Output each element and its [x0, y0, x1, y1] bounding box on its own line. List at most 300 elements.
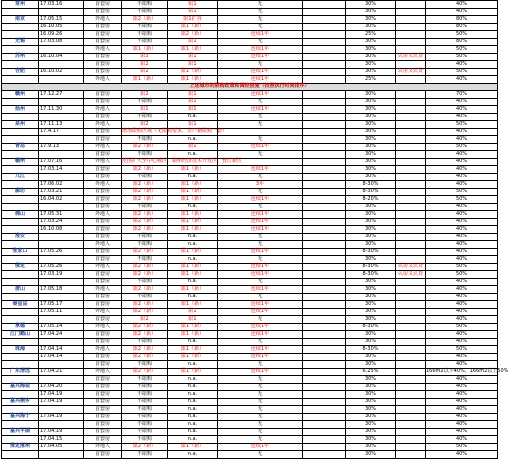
type-cell: 首套房	[84, 128, 122, 136]
type-cell: 首套房	[84, 166, 122, 174]
table-row	[2, 451, 498, 459]
type-cell: 首套房	[84, 338, 122, 346]
date-cell: 17.05.18	[39, 286, 84, 294]
cell: 不限购	[122, 136, 168, 144]
type-cell: 首套房	[84, 218, 122, 226]
date-cell: 16.10.08	[39, 226, 84, 234]
city-cell	[2, 31, 39, 39]
pct-cell: 30%	[346, 211, 396, 219]
cell: 无	[218, 398, 303, 406]
cell: n.a.	[168, 136, 218, 144]
cell: 限1（新）	[168, 248, 218, 256]
type-cell: 外地人	[84, 158, 122, 166]
date-cell	[39, 136, 84, 144]
date-cell: 16.09.26	[39, 31, 84, 39]
cell	[303, 128, 346, 136]
cell	[396, 346, 426, 354]
pct-cell: 40%	[426, 361, 498, 369]
type-cell: 外地人	[84, 368, 122, 376]
table-row	[2, 338, 498, 346]
cell: n.a.	[168, 421, 218, 429]
city-cell: 南京	[2, 16, 39, 24]
city-cell: 江门鹤山	[2, 331, 39, 339]
city-cell	[2, 293, 39, 301]
cell	[396, 331, 426, 339]
date-cell: 17.04.14	[39, 353, 84, 361]
pct-cell: 8-30%	[346, 181, 396, 189]
cell: n.a.	[168, 451, 218, 459]
type-cell: 首套房	[84, 68, 122, 76]
cell	[396, 16, 426, 24]
cell: 无	[218, 451, 303, 459]
cell	[303, 113, 346, 121]
cell: 限2（新）	[122, 248, 168, 256]
pct-cell: 80%	[426, 38, 498, 46]
type-cell: 首套房	[84, 421, 122, 429]
table-row	[2, 293, 498, 301]
city-cell	[2, 278, 39, 286]
cell	[396, 248, 426, 256]
date-cell: 17.04.21	[39, 368, 84, 376]
cell: 不限购	[122, 436, 168, 444]
cell: 认房又认贷	[396, 263, 426, 271]
city-cell	[2, 61, 39, 69]
cell	[396, 46, 426, 54]
date-cell: 16.10.02	[39, 68, 84, 76]
cell	[396, 166, 426, 174]
pct-cell: 166m2以下40%，166m2以上50%	[426, 368, 508, 374]
type-cell: 外地人	[84, 76, 122, 84]
type-cell: 外地人	[84, 121, 122, 129]
cell: 连续1年	[218, 76, 303, 84]
table-row	[2, 8, 498, 16]
cell	[303, 346, 346, 354]
city-cell: 承德	[2, 323, 39, 331]
city-cell	[2, 451, 39, 459]
pct-cell: 8-30%	[346, 323, 396, 331]
date-cell: 17.04.19	[39, 391, 84, 399]
type-cell: 首套房	[84, 428, 122, 436]
cell: 限2	[122, 61, 168, 69]
type-cell: 首套房	[84, 361, 122, 369]
table-row	[2, 166, 498, 174]
cell: 连续1年	[218, 308, 303, 316]
pct-cell: 40%	[426, 316, 498, 324]
pct-cell: 40%	[426, 413, 498, 421]
cell: 不限购	[122, 391, 168, 399]
table-row	[2, 361, 498, 369]
date-cell	[39, 293, 84, 301]
table-row	[2, 218, 498, 226]
cell	[303, 143, 346, 151]
date-cell: 17.03.19	[39, 271, 84, 279]
cell: 3年	[218, 181, 303, 189]
cell	[396, 203, 426, 211]
date-cell: 17.03.21	[39, 188, 84, 196]
cell: 限1（新）	[168, 76, 218, 84]
type-cell: 首套房	[84, 256, 122, 264]
pct-cell: 30%	[346, 428, 396, 436]
cell	[303, 443, 346, 451]
cell: 无	[218, 1, 303, 9]
cell	[303, 241, 346, 249]
type-cell: 外地人	[84, 143, 122, 151]
cell	[396, 376, 426, 384]
city-cell	[2, 391, 39, 399]
city-cell	[2, 271, 39, 279]
pct-cell: 40%	[426, 421, 498, 429]
type-cell: 首套房	[84, 98, 122, 106]
pct-cell: 30%	[346, 106, 396, 114]
cell	[396, 143, 426, 151]
cell	[303, 203, 346, 211]
date-cell	[39, 451, 84, 459]
cell: 不限购	[122, 428, 168, 436]
pct-cell: 40%	[426, 181, 498, 189]
cell: 无	[218, 316, 303, 324]
cell: n.a.	[168, 233, 218, 241]
section-banner-row	[2, 83, 498, 91]
cell: 不限购	[122, 31, 168, 39]
type-cell: 首套房	[84, 451, 122, 459]
cell: 不限购	[122, 23, 168, 31]
cell: 连续1年	[218, 91, 303, 99]
table-row	[2, 181, 498, 189]
type-cell: 首套房	[84, 173, 122, 181]
cell: n.a.	[168, 256, 218, 264]
cell: n.a.	[168, 241, 218, 249]
table-row	[2, 53, 498, 61]
city-cell: 淮安	[2, 233, 39, 241]
pct-cell: 30%	[346, 443, 396, 451]
cell	[396, 181, 426, 189]
cell: 无	[218, 293, 303, 301]
pct-cell: 30%	[346, 233, 396, 241]
city-cell	[2, 376, 39, 384]
cell	[303, 173, 346, 181]
cell: 限1（新）	[168, 331, 218, 339]
city-cell: 无锡	[2, 38, 39, 46]
cell: 限1	[168, 53, 218, 61]
cell: 无	[218, 203, 303, 211]
pct-cell: 50%	[426, 31, 498, 39]
table-row	[2, 443, 498, 451]
pct-cell: 40%	[426, 406, 498, 414]
date-cell	[39, 98, 84, 106]
type-cell: 首套房	[84, 233, 122, 241]
cell: 不限购	[122, 413, 168, 421]
cell: 限1	[168, 143, 218, 151]
cell: 限2（新）	[122, 331, 168, 339]
cell: 限1	[122, 106, 168, 114]
city-cell	[2, 136, 39, 144]
cell: 限2（新）	[122, 346, 168, 354]
cell: 限1（新）	[168, 346, 218, 354]
cell: 无	[218, 436, 303, 444]
date-cell	[39, 376, 84, 384]
cell: 限1（新）	[122, 46, 168, 54]
pct-cell: 50%	[426, 196, 498, 204]
cell: 连续1年	[218, 368, 303, 376]
cell	[303, 271, 346, 279]
cell: 不限购	[122, 406, 168, 414]
cell	[396, 278, 426, 286]
cell	[396, 398, 426, 406]
type-cell: 首套房	[84, 1, 122, 9]
cell: 限1（新）	[168, 23, 218, 31]
pct-cell: 25%	[346, 76, 396, 84]
table-row	[2, 278, 498, 286]
city-cell	[2, 406, 39, 414]
cell	[396, 421, 426, 429]
cell: 限2	[122, 316, 168, 324]
cell: 限2（新）	[122, 323, 168, 331]
pct-cell: 30%	[346, 398, 396, 406]
type-cell: 首套房	[84, 376, 122, 384]
pct-cell: 30%	[346, 173, 396, 181]
table-row	[2, 151, 498, 159]
section-banner: 上述城市的限购政策和调控措施（按照执行时间排序）	[2, 83, 498, 91]
table-row	[2, 323, 498, 331]
cell	[396, 121, 426, 129]
cell: n.a.	[168, 376, 218, 384]
pct-cell: 30%	[346, 166, 396, 174]
date-cell	[39, 338, 84, 346]
date-cell	[39, 406, 84, 414]
pct-cell: 50%	[426, 346, 498, 354]
cell: n.a.	[168, 413, 218, 421]
cell: n.a.	[168, 293, 218, 301]
pct-cell: 80%	[426, 16, 498, 24]
type-cell: 首套房	[84, 383, 122, 391]
cell	[303, 136, 346, 144]
pct-cell: 40%	[426, 158, 498, 166]
pct-cell: 40%	[426, 376, 498, 384]
cell	[396, 368, 426, 376]
cell: 无	[218, 61, 303, 69]
cell: 连续1年	[218, 218, 303, 226]
type-cell: 外地人	[84, 241, 122, 249]
cell: 连续1年	[218, 53, 303, 61]
pct-cell: 40%	[426, 151, 498, 159]
date-cell	[39, 151, 84, 159]
cell: 无	[218, 406, 303, 414]
date-cell	[39, 8, 84, 16]
type-cell: 外地人	[84, 16, 122, 24]
cell: 限2（新）	[122, 196, 168, 204]
type-cell: 首套房	[84, 38, 122, 46]
city-cell: 保定涿州	[2, 443, 39, 451]
table-row	[2, 383, 498, 391]
cell: 限2（新）	[122, 218, 168, 226]
city-cell	[2, 76, 39, 84]
cell: 限1	[168, 8, 218, 16]
cell	[396, 413, 426, 421]
cell: 限1（新）	[168, 211, 218, 219]
cell	[396, 383, 426, 391]
table-row	[2, 256, 498, 264]
cell: 限1	[168, 121, 218, 129]
type-cell: 首套房	[84, 188, 122, 196]
city-cell	[2, 23, 39, 31]
table-row	[2, 226, 498, 234]
type-cell: 首套房	[84, 8, 122, 16]
pct-cell: 50%	[426, 271, 498, 279]
city-cell: 九江	[2, 173, 39, 181]
cell: 无	[218, 428, 303, 436]
type-cell: 首套房	[84, 331, 122, 339]
pct-cell: 30%	[346, 203, 396, 211]
cell: 不限购	[122, 241, 168, 249]
date-cell: 17.03.16	[39, 1, 84, 9]
cell	[303, 421, 346, 429]
cell	[396, 196, 426, 204]
cell: 连续1年	[218, 286, 303, 294]
pct-cell: 40%	[426, 233, 498, 241]
pct-cell: 30%	[346, 16, 396, 24]
cell	[396, 353, 426, 361]
cell: 限2（新）	[122, 188, 168, 196]
type-cell: 外地人	[84, 211, 122, 219]
pct-cell: 40%	[426, 383, 498, 391]
pct-cell: 30%	[346, 158, 396, 166]
pct-cell: 8-30%	[346, 248, 396, 256]
cell: 限2（新）	[122, 181, 168, 189]
cell: 不限购	[122, 398, 168, 406]
cell: 连续1年	[218, 248, 303, 256]
cell	[396, 31, 426, 39]
cell: 限1（新）	[168, 368, 218, 376]
cell	[303, 338, 346, 346]
type-cell: 首套房	[84, 293, 122, 301]
table-row	[2, 316, 498, 324]
cell	[303, 188, 346, 196]
cell	[303, 166, 346, 174]
city-cell	[2, 436, 39, 444]
cell: n.a.	[168, 406, 218, 414]
cell: 限2	[122, 68, 168, 76]
cell: 连续1年	[218, 346, 303, 354]
type-cell: 外地人	[84, 443, 122, 451]
cell: 连续1年	[218, 196, 303, 204]
cell	[396, 188, 426, 196]
pct-cell: 50%	[426, 46, 498, 54]
type-cell: 首套房	[84, 53, 122, 61]
policy-grid	[1, 0, 508, 459]
cell	[396, 1, 426, 9]
cell	[303, 308, 346, 316]
city-cell	[2, 421, 39, 429]
cell	[303, 368, 346, 376]
type-cell: 外地人	[84, 181, 122, 189]
date-cell: 17.05.26	[39, 248, 84, 256]
cell: 限2（新）	[122, 271, 168, 279]
cell: 无	[218, 338, 303, 346]
type-cell: 首套房	[84, 91, 122, 99]
cell	[303, 406, 346, 414]
table-row	[2, 376, 498, 384]
city-cell: 廊坊	[2, 188, 39, 196]
pct-cell: 40%	[426, 451, 498, 459]
pct-cell: 30%	[346, 376, 396, 384]
date-cell: 17.04.15	[39, 436, 84, 444]
cell	[396, 158, 426, 166]
pct-cell: 30%	[346, 23, 396, 31]
date-cell: 17.04.19	[39, 398, 84, 406]
table-row	[2, 76, 498, 84]
cell: 连续1年	[218, 68, 303, 76]
table-row	[2, 16, 498, 24]
pct-cell: 30%	[346, 38, 396, 46]
pct-cell: 30%	[346, 136, 396, 144]
cell	[303, 428, 346, 436]
cell	[396, 233, 426, 241]
cell	[303, 8, 346, 16]
cell	[396, 451, 426, 459]
type-cell: 首套房	[84, 271, 122, 279]
date-cell: 17.04.24	[39, 331, 84, 339]
cell: 无	[218, 188, 303, 196]
date-cell: 16.04.02	[39, 196, 84, 204]
cell: 不限购	[122, 173, 168, 181]
cell: 连续1年	[218, 166, 303, 174]
pct-cell: 30%	[346, 421, 396, 429]
cell: 限1（新）	[168, 218, 218, 226]
cell: 不限购	[122, 203, 168, 211]
cell: 限1（新）	[168, 188, 218, 196]
pct-cell: 40%	[426, 293, 498, 301]
cell: 不限购	[122, 151, 168, 159]
pct-cell: 30%	[346, 143, 396, 151]
cell	[303, 158, 346, 166]
pct-cell: 40%	[426, 173, 498, 181]
pct-cell: 8-20%	[346, 196, 396, 204]
cell	[303, 331, 346, 339]
pct-cell: 30%	[346, 301, 396, 309]
type-cell: 外地人	[84, 263, 122, 271]
cell	[396, 218, 426, 226]
type-cell: 外地人	[84, 46, 122, 54]
cell: 限2（新）	[122, 368, 168, 376]
table-row	[2, 308, 498, 316]
type-cell: 首套房	[84, 398, 122, 406]
cell: 无	[218, 136, 303, 144]
city-cell	[2, 226, 39, 234]
pct-cell: 40%	[426, 226, 498, 234]
cell: 连续1年	[218, 143, 303, 151]
city-cell: 苏州	[2, 53, 39, 61]
table-row	[2, 241, 498, 249]
city-cell	[2, 181, 39, 189]
cell: 限1	[168, 91, 218, 99]
cell	[396, 211, 426, 219]
city-cell	[2, 203, 39, 211]
pct-cell: 40%	[426, 1, 498, 9]
cell: 限1	[168, 38, 218, 46]
cell: 连续1年	[218, 211, 303, 219]
cell: 限1（新）	[168, 46, 218, 54]
city-cell: 保定	[2, 263, 39, 271]
pct-cell: 30%	[346, 451, 396, 459]
pct-cell: 30%	[346, 338, 396, 346]
cell	[218, 128, 303, 136]
cell	[396, 113, 426, 121]
cell: 无	[218, 173, 303, 181]
cell	[303, 353, 346, 361]
pct-cell: 30%	[346, 113, 396, 121]
date-cell: 17.05.11	[39, 308, 84, 316]
type-cell: 首套房	[84, 226, 122, 234]
